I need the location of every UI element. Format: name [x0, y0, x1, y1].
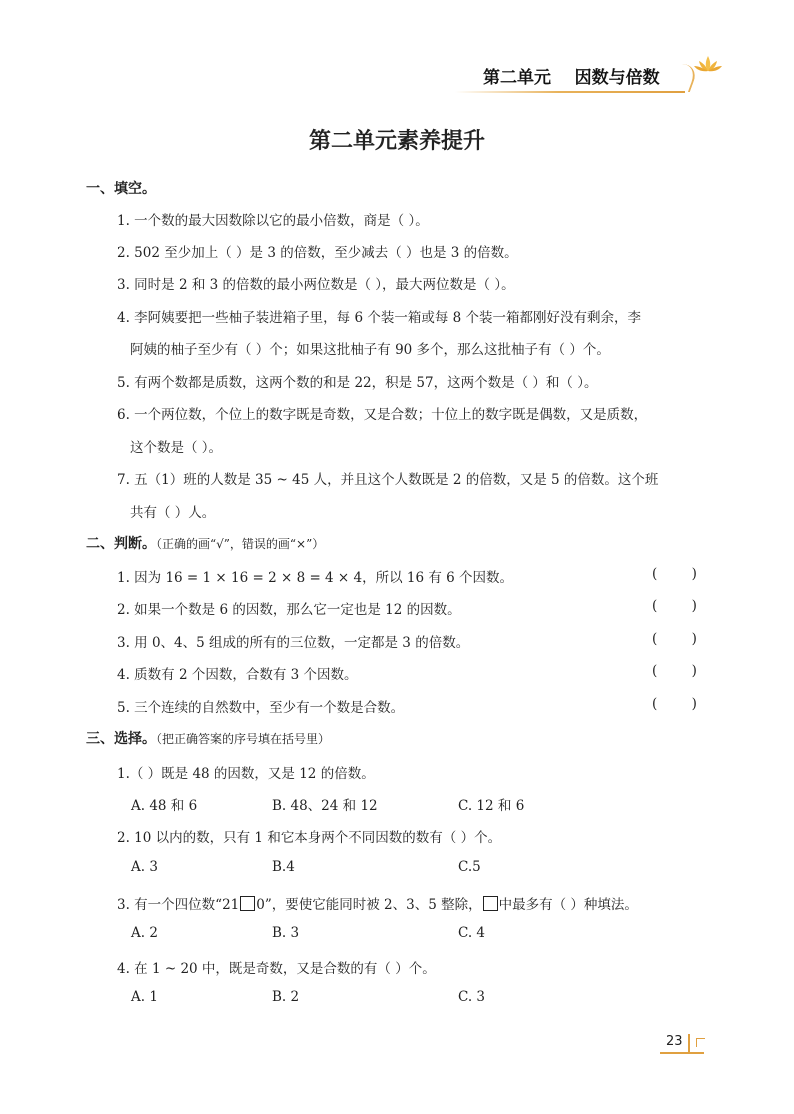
fill-question-6-line1: 6. 一个两位数，个位上的数字既是奇数，又是合数；十位上的数字既是偶数，又是质数，: [117, 407, 648, 423]
fill-question-6-line2: 这个数是（ ）。: [130, 440, 223, 456]
header-underline: [455, 91, 685, 93]
unit-header: [455, 56, 705, 96]
judge-item-5: 5. 三个连续的自然数中，至少有一个数是合数。: [117, 700, 405, 716]
judge-answer-2: ( ): [652, 598, 697, 614]
section-choice-title: 三、选择。: [86, 731, 156, 747]
choice-2-option-b: B.4: [272, 859, 295, 875]
choice-3-option-a: A. 2: [131, 925, 158, 941]
choice-2-option-c: C.5: [458, 859, 481, 875]
judge-answer-3: ( ): [652, 631, 697, 647]
section-judge-heading: [86, 533, 324, 553]
choice-question-3: [117, 893, 638, 913]
choice-3-option-b: B. 3: [272, 925, 300, 941]
judge-item-3: 3. 用 0、4、5 组成的所有的三位数，一定都是 3 的倍数。: [117, 635, 470, 651]
fill-question-7-line2: 共有（ ）人。: [130, 505, 216, 521]
section-choice-heading: [86, 728, 330, 748]
choice-3-stem-part2: 0”，要使它能同时被 2、3、5 整除，: [256, 897, 482, 913]
judge-item-1: 1. 因为 16 = 1 × 16 = 2 × 8 = 4 × 4，所以 16 有 6 个因数。: [117, 570, 514, 586]
page-number-divider: [688, 1034, 690, 1052]
fill-question-4-line2: 阿姨的柚子至少有（ ）个；如果这批柚子有 90 多个，那么这批柚子有（ ）个。: [130, 342, 610, 358]
choice-question-1: 1.（ ）既是 48 的因数，又是 12 的倍数。: [117, 766, 375, 782]
unit-title: 第二单元 因数与倍数: [483, 68, 660, 88]
page-number-underline: [660, 1052, 704, 1054]
fill-question-5: 5. 有两个数都是质数，这两个数的和是 22，积是 57，这两个数是（ ）和（ ）。: [117, 375, 598, 391]
section-choice-note: （把正确答案的序号填在括号里）: [156, 732, 331, 746]
fill-question-4-line1: 4. 李阿姨要把一些柚子装进箱子里，每 6 个装一箱或每 8 个装一箱都刚好没有剩余，李: [117, 310, 642, 326]
choice-2-option-a: A. 3: [131, 859, 158, 875]
fill-question-2: 2. 502 至少加上（ ）是 3 的倍数，至少减去（ ）也是 3 的倍数。: [117, 245, 518, 261]
judge-answer-4: ( ): [652, 663, 697, 679]
choice-3-stem-part1: 3. 有一个四位数“21: [117, 897, 240, 913]
judge-answer-1: ( ): [652, 566, 697, 582]
choice-1-option-a: A. 48 和 6: [131, 798, 198, 814]
section-judge-title: 二、判断。: [86, 536, 156, 552]
choice-1-option-c: C. 12 和 6: [458, 798, 525, 814]
choice-4-option-c: C. 3: [458, 989, 486, 1005]
judge-item-2: 2. 如果一个数是 6 的因数，那么它一定也是 12 的因数。: [117, 602, 461, 618]
choice-3-stem-part3: 中最多有（ ）种填法。: [498, 897, 638, 913]
fill-question-3: 3. 同时是 2 和 3 的倍数的最小两位数是（ ），最大两位数是（ ）。: [117, 277, 515, 293]
lotus-icon: [693, 54, 723, 76]
page-title: 第二单元素养提升: [308, 129, 485, 154]
choice-question-4: 4. 在 1 ~ 20 中，既是奇数，又是合数的有（ ）个。: [117, 961, 436, 977]
page-number: 23: [666, 1034, 683, 1049]
choice-4-option-a: A. 1: [131, 989, 158, 1005]
fill-question-1: 1. 一个数的最大因数除以它的最小倍数，商是（ ）。: [117, 213, 429, 229]
fill-question-7-line1: 7. 五（1）班的人数是 35 ~ 45 人，并且这个人数既是 2 的倍数，又是 5 的倍数。这个班: [117, 472, 659, 488]
judge-answer-5: ( ): [652, 696, 697, 712]
choice-3-option-c: C. 4: [458, 925, 486, 941]
choice-1-option-b: B. 48、24 和 12: [272, 798, 378, 814]
section-judge-note: （正确的画“√”，错误的画“×”）: [156, 537, 325, 551]
choice-question-2: 2. 10 以内的数，只有 1 和它本身两个不同因数的数有（ ）个。: [117, 830, 502, 846]
blank-box-icon: [483, 896, 498, 911]
section-fill-blank-heading: 一、填空。: [86, 181, 156, 197]
judge-item-4: 4. 质数有 2 个因数，合数有 3 个因数。: [117, 667, 358, 683]
page-corner-icon: [696, 1038, 705, 1047]
blank-box-icon: [240, 896, 255, 911]
choice-4-option-b: B. 2: [272, 989, 300, 1005]
